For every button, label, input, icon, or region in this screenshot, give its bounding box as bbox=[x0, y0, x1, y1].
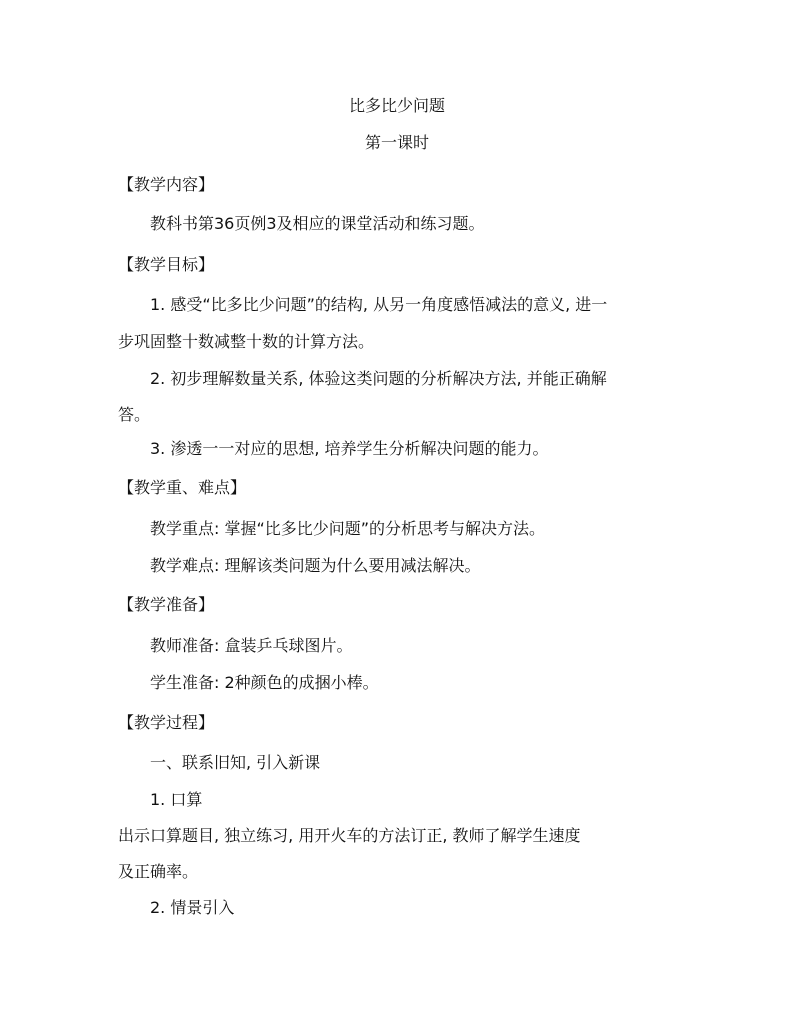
process-step-1-line-1: 出示口算题目, 独立练习, 用开火车的方法订正, 教师了解学生速度 bbox=[118, 826, 581, 845]
process-step-1: 1. 口算 bbox=[150, 790, 203, 809]
goal-item-2-line-1: 2. 初步理解数量关系, 体验这类问题的分析解决方法, 并能正确解 bbox=[150, 369, 607, 388]
process-step-2: 2. 情景引入 bbox=[150, 898, 235, 917]
goal-item-2-line-2: 答。 bbox=[118, 405, 151, 424]
section-heading-content: 【教学内容】 bbox=[118, 175, 215, 194]
document-title: 比多比少问题 bbox=[348, 96, 445, 115]
section-heading-keypoints: 【教学重、难点】 bbox=[118, 478, 247, 497]
document-subtitle: 第一课时 bbox=[364, 133, 429, 152]
keypoint-difficult: 教学难点: 理解该类问题为什么要用减法解决。 bbox=[150, 556, 481, 575]
process-step-1-line-2: 及正确率。 bbox=[118, 862, 199, 881]
keypoint-key: 教学重点: 掌握“比多比少问题”的分析思考与解决方法。 bbox=[150, 519, 546, 538]
preparation-student: 学生准备: 2种颜色的成捆小棒。 bbox=[150, 673, 379, 692]
section-heading-preparation: 【教学准备】 bbox=[118, 595, 215, 614]
process-part-1: 一、联系旧知, 引入新课 bbox=[150, 753, 321, 772]
goal-item-1-line-1: 1. 感受“比多比少问题”的结构, 从另一角度感悟减法的意义, 进一 bbox=[150, 295, 608, 314]
section-heading-process: 【教学过程】 bbox=[118, 713, 215, 732]
content-text: 教科书第36页例3及相应的课堂活动和练习题。 bbox=[150, 214, 485, 233]
section-heading-goals: 【教学目标】 bbox=[118, 255, 215, 274]
goal-item-3: 3. 渗透一一对应的思想, 培养学生分析解决问题的能力。 bbox=[150, 439, 549, 458]
preparation-teacher: 教师准备: 盒装乒乓球图片。 bbox=[150, 636, 353, 655]
goal-item-1-line-2: 步巩固整十数减整十数的计算方法。 bbox=[118, 332, 375, 351]
